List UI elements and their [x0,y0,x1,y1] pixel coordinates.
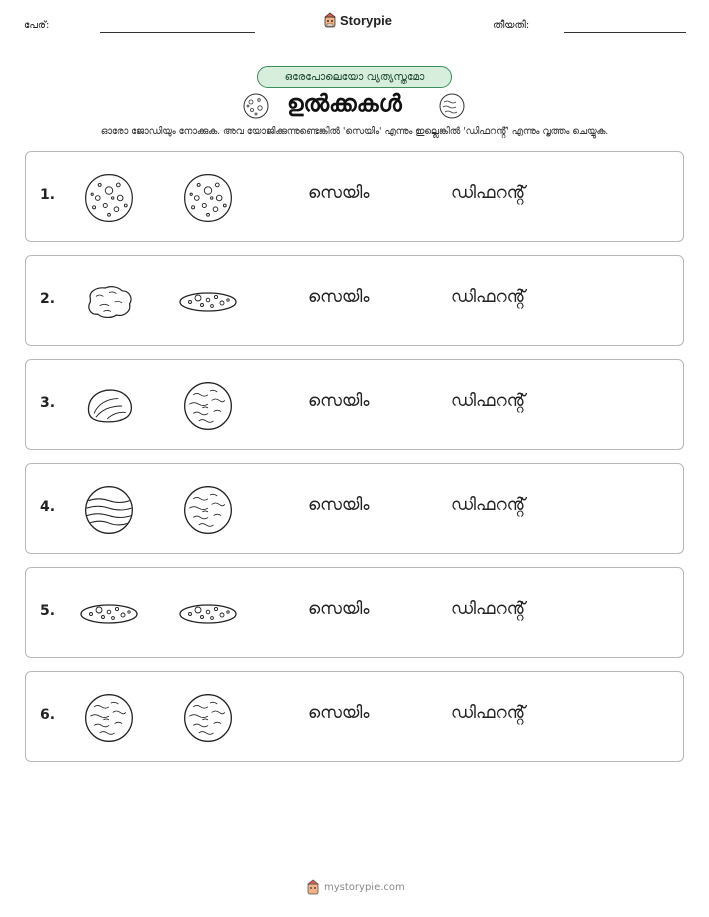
pair-row-2 [25,255,684,346]
row-number: 6. [40,707,56,723]
pair-row-4 [25,463,684,554]
flat-meteor-icon [178,568,238,659]
same-option[interactable]: സെയിം [308,495,370,515]
row-number: 1. [40,187,56,203]
flat-meteor-icon [178,256,238,347]
brand-name: Storypie [340,12,393,28]
smooth-meteor-icon [79,360,139,451]
pair-row-1 [25,151,684,242]
date-label: തീയതി: [493,20,530,31]
name-line[interactable] [100,32,255,33]
storypie-mascot-icon [306,879,320,895]
row-number: 4. [40,499,56,515]
different-option[interactable]: ഡിഫറൻ്റ് [451,287,526,307]
footer [306,879,405,895]
meteor-left-icon [242,92,270,120]
cratered-meteor-icon [178,152,238,243]
page-title: ഉൽക്കകൾ [287,91,402,117]
swirly-meteor-icon [79,672,139,763]
striped-meteor-icon [79,464,139,555]
swirly-meteor-icon [178,464,238,555]
storypie-mascot-icon [323,12,337,28]
different-option[interactable]: ഡിഫറൻ്റ് [451,391,526,411]
title-row [0,90,709,122]
different-option[interactable]: ഡിഫറൻ്റ് [451,183,526,203]
flat-meteor-icon [79,568,139,659]
different-option[interactable]: ഡിഫറൻ്റ് [451,703,526,723]
instructions: ഓരോ ജോഡിയും നോക്കുക. അവ യോജിക്കുന്നുണ്ടെങ്കിൽ 'സെയിം' എന്നും ഇല്ലെങ്കിൽ 'ഡിഫറൻ്റ്' എന്നും വൃത്തം ചെയ്യുക. [100,126,609,137]
same-option[interactable]: സെയിം [308,391,370,411]
date-line[interactable] [564,32,686,33]
same-option[interactable]: സെയിം [308,287,370,307]
same-option[interactable]: സെയിം [308,703,370,723]
name-label: പേര്: [24,20,50,31]
pair-row-3 [25,359,684,450]
rocky-meteor-icon [79,256,139,347]
pair-row-6 [25,671,684,762]
different-option[interactable]: ഡിഫറൻ്റ് [451,599,526,619]
swirly-meteor-icon [178,672,238,763]
row-number: 2. [40,291,56,307]
cratered-meteor-icon [79,152,139,243]
brand-logo [323,12,392,28]
same-option[interactable]: സെയിം [308,183,370,203]
swirly-meteor-icon [178,360,238,451]
footer-url[interactable]: mystorypie.com [324,881,405,893]
row-number: 3. [40,395,56,411]
meteor-right-icon [438,92,466,120]
activity-badge: ഒരേപോലെയോ വ്യത്യസ്തമോ [257,66,452,88]
row-number: 5. [40,603,56,619]
different-option[interactable]: ഡിഫറൻ്റ് [451,495,526,515]
same-option[interactable]: സെയിം [308,599,370,619]
pair-row-5 [25,567,684,658]
worksheet-header [0,0,709,50]
